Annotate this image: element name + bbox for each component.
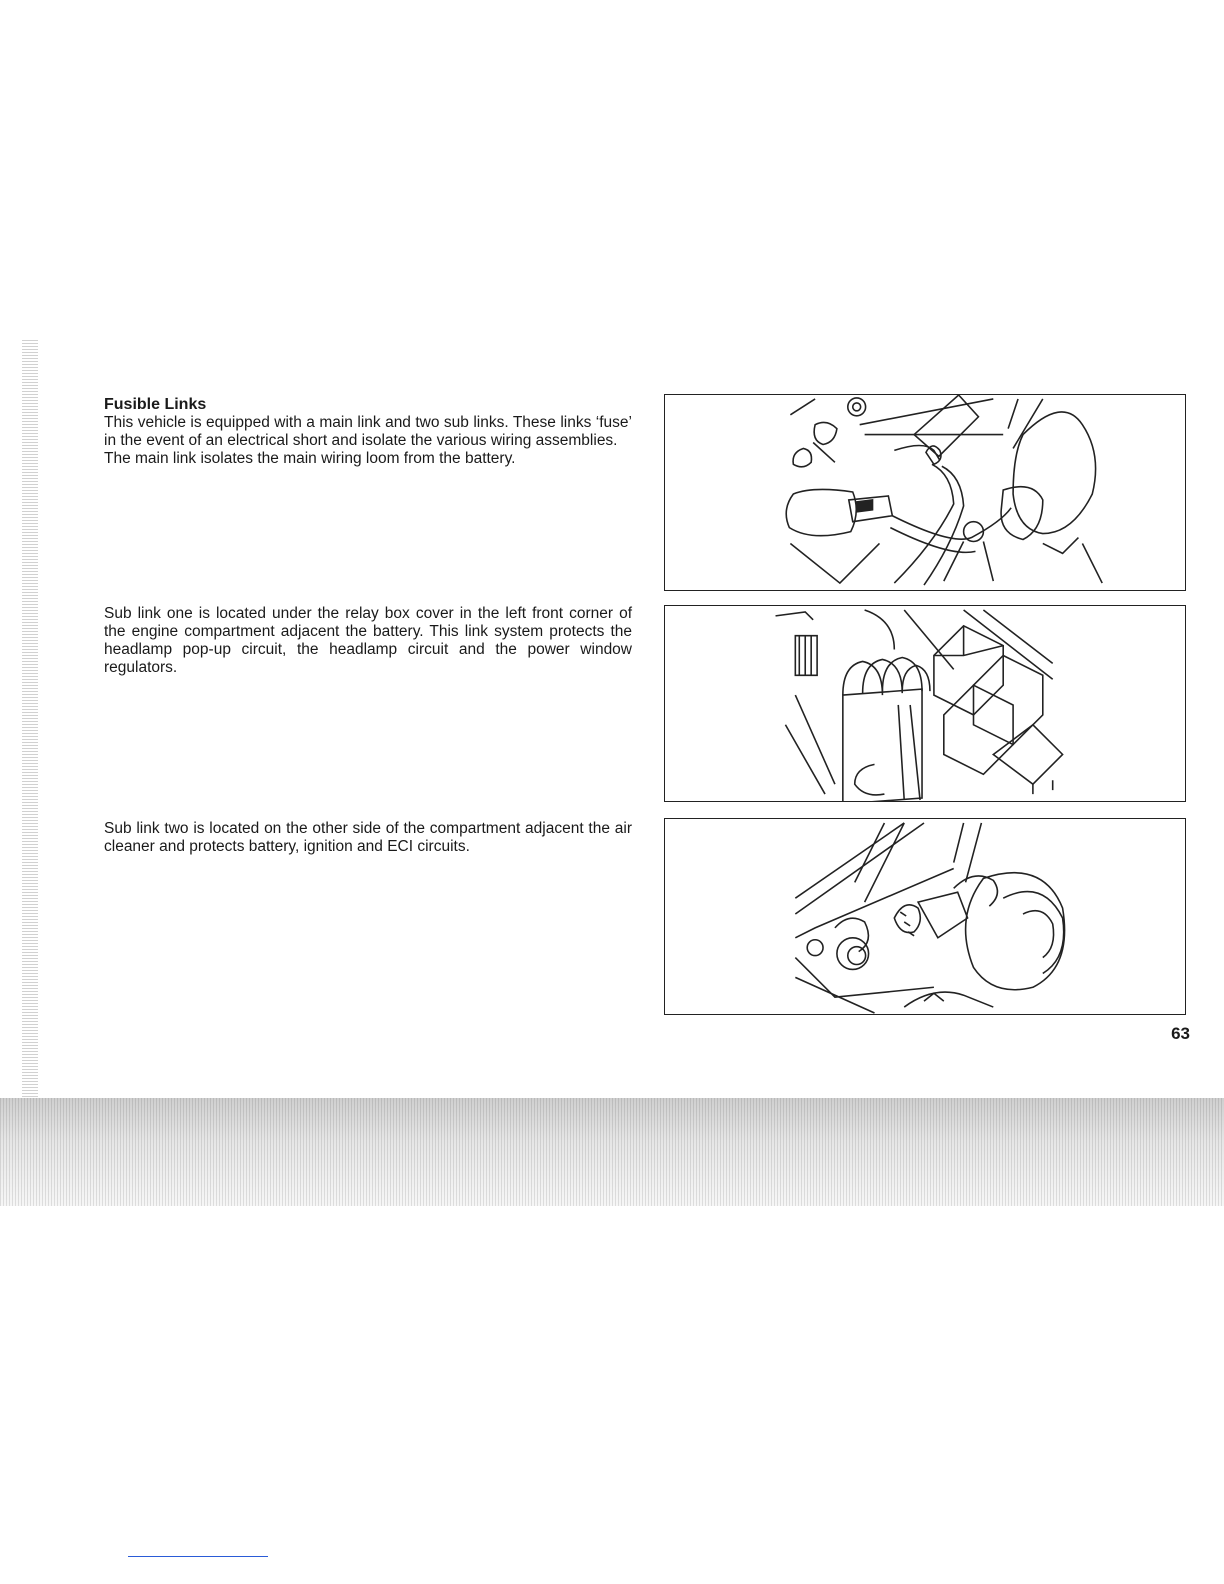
fusible-links-intro [104, 396, 632, 468]
figure-main-link [664, 394, 1186, 591]
figure-sub-link-one [664, 605, 1186, 802]
air-cleaner-illustration [665, 819, 1185, 1014]
main-link-paragraph: The main link isolates the main wiring loom from the battery. [104, 450, 516, 467]
sub-link-one-block [104, 605, 632, 677]
sub-link-two-paragraph: Sub link two is located on the other side of the compartment adjacent the air cleaner and protects battery, ignition and ECI circuits. [104, 820, 632, 855]
intro-paragraph: This vehicle is equipped with a main link and two sub links. These links ‘fuse’ in the event of an electrical short and isolate the various wiring assemblies. [104, 414, 632, 449]
scan-edge [22, 340, 38, 1100]
scan-band [0, 1098, 1224, 1206]
sub-link-one-paragraph: Sub link one is located under the relay box cover in the left front corner of the engine compartment adjacent the battery. This link system protects the headlamp pop-up circuit, the headlamp circuit and the power window regulators. [104, 605, 632, 676]
section-heading: Fusible Links [104, 396, 207, 413]
engine-bay-main-link-illustration [665, 395, 1185, 590]
figure-sub-link-two [664, 818, 1186, 1015]
sub-link-two-block [104, 820, 632, 856]
relay-box-illustration [665, 606, 1185, 801]
bottom-rule [128, 1556, 268, 1557]
page-number: 63 [1171, 1024, 1190, 1043]
